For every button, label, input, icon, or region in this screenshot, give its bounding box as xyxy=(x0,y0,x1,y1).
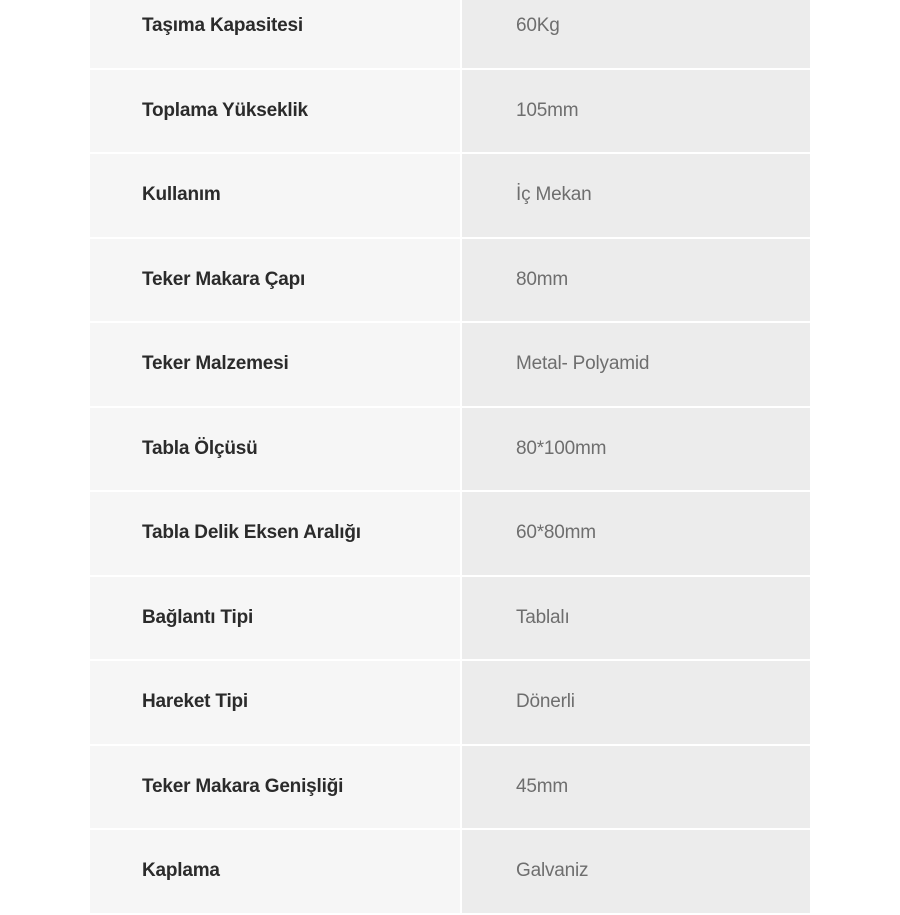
spec-row-motion-type xyxy=(90,661,810,746)
spec-label: Hareket Tipi xyxy=(90,661,462,744)
spec-value: 45mm xyxy=(462,746,810,829)
spec-value: 80*100mm xyxy=(462,408,810,491)
spec-row-plate-size xyxy=(90,408,810,493)
spec-label: Kaplama xyxy=(90,830,462,913)
spec-value: 60Kg xyxy=(462,0,810,68)
spec-label: Tabla Ölçüsü xyxy=(90,408,462,491)
spec-row-carrying-capacity xyxy=(90,0,810,70)
spec-row-usage xyxy=(90,154,810,239)
spec-row-wheel-diameter xyxy=(90,239,810,324)
spec-label: Teker Malzemesi xyxy=(90,323,462,406)
spec-value: Metal- Polyamid xyxy=(462,323,810,406)
spec-row-coating xyxy=(90,830,810,915)
spec-value: Galvaniz xyxy=(462,830,810,913)
spec-value: 60*80mm xyxy=(462,492,810,575)
spec-row-wheel-width xyxy=(90,746,810,831)
spec-value: 80mm xyxy=(462,239,810,322)
spec-row-wheel-material xyxy=(90,323,810,408)
spec-label: Kullanım xyxy=(90,154,462,237)
spec-label: Teker Makara Çapı xyxy=(90,239,462,322)
spec-value: Tablalı xyxy=(462,577,810,660)
spec-row-mount-type xyxy=(90,577,810,662)
spec-row-bolt-hole-spacing xyxy=(90,492,810,577)
spec-value: İç Mekan xyxy=(462,154,810,237)
spec-label: Bağlantı Tipi xyxy=(90,577,462,660)
spec-value: 105mm xyxy=(462,70,810,153)
spec-value: Dönerli xyxy=(462,661,810,744)
spec-label: Teker Makara Genişliği xyxy=(90,746,462,829)
spec-label: Toplama Yükseklik xyxy=(90,70,462,153)
spec-label: Taşıma Kapasitesi xyxy=(90,0,462,68)
spec-row-total-height xyxy=(90,70,810,155)
spec-table xyxy=(90,0,810,915)
spec-label: Tabla Delik Eksen Aralığı xyxy=(90,492,462,575)
